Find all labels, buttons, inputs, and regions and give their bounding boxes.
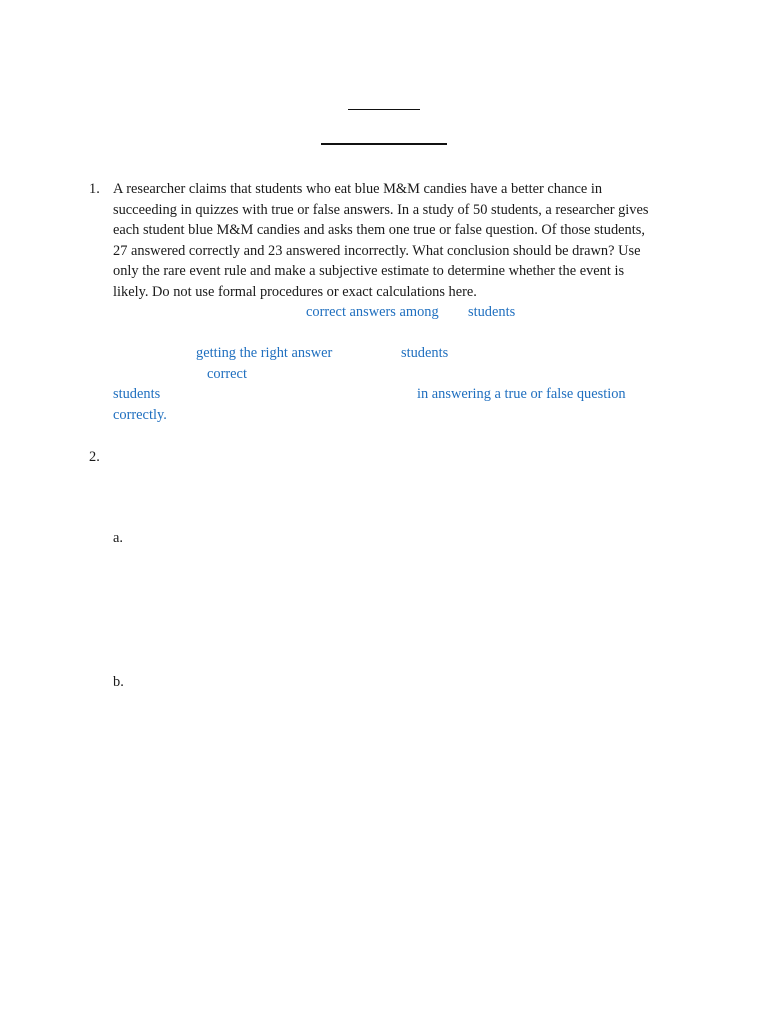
question-1-number: 1. (89, 181, 100, 197)
question-1-line: likely. Do not use formal procedures or exact calculations here. (113, 283, 477, 300)
question-1-line: only the rare event rule and make a subjective estimate to determine whether the event is (113, 263, 625, 280)
title-blank-line (321, 143, 447, 145)
answer-fragment: students (468, 304, 516, 320)
question-1-text (113, 179, 673, 303)
question-2-part-a-label: a. (113, 530, 123, 546)
question-1-line: 27 answered correctly and 23 answered incorrectly. What conclusion should be drawn? Use (113, 242, 641, 259)
answer-fragment: students (401, 345, 449, 361)
question-1-line: succeeding in quizzes with true or false answers. In a study of 50 students, a researcher gives (113, 201, 649, 218)
question-1-line: each student blue M&M candies and asks them one true or false question. Of those students, (113, 222, 645, 239)
question-2-number: 2. (89, 449, 100, 465)
answer-fragment: in answering a true or false question (417, 386, 626, 402)
answer-fragment: correct (207, 366, 247, 382)
answer-fragment: getting the right answer (196, 345, 333, 361)
question-1-line: A researcher claims that students who eat blue M&M candies have a better chance in (113, 181, 603, 197)
answer-fragment: correct answers among (306, 304, 439, 320)
answer-fragment: correctly. (113, 407, 167, 423)
answer-fragment: students (113, 386, 161, 402)
question-2-part-b-label: b. (113, 674, 124, 690)
name-blank-line (348, 109, 420, 110)
